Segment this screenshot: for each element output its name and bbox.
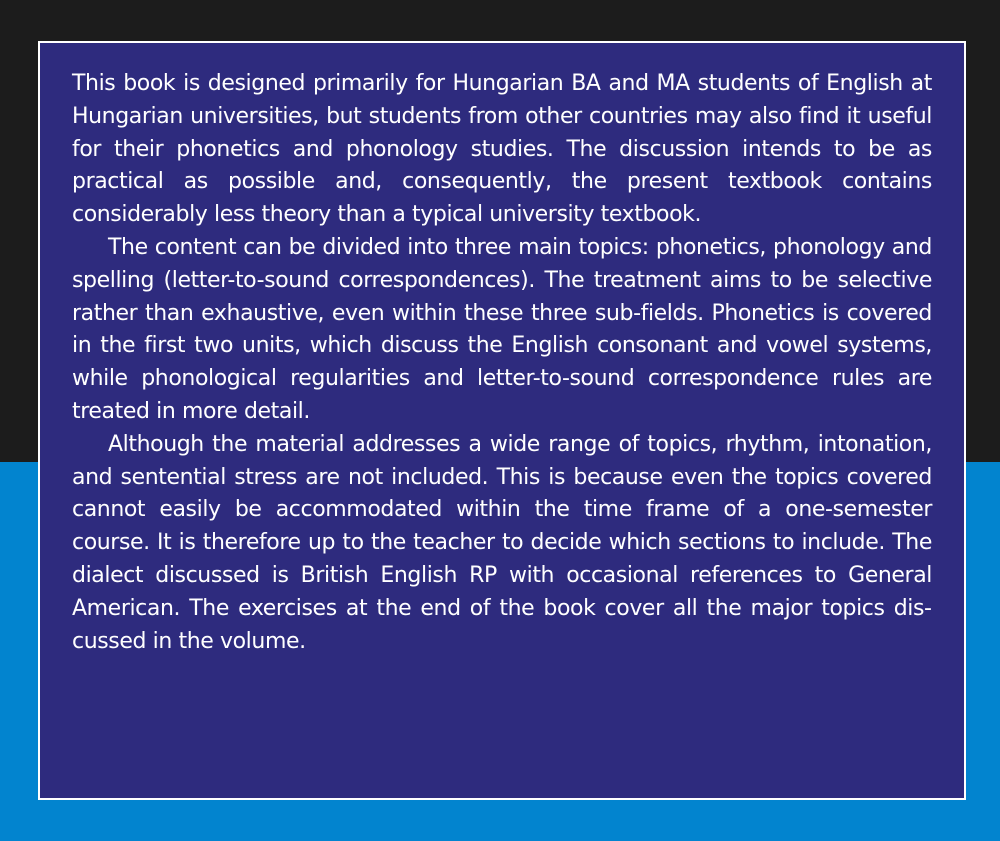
back-cover-blurb <box>72 68 932 658</box>
blurb-paragraph-2: The content can be divided into three main topics: phonetics, phonology and spelling (letter-to-sound correspondences). The treatment aims to be selective rather than exhaustive, even within these three sub-fields. Phonetics is covered in the first two units, which discuss the English consonant and vowel systems, while phonological regularities and letter-to-sound correspondence rules are treated in more detail. <box>72 234 932 424</box>
blurb-paragraph-1: This book is designed primarily for Hungarian BA and MA students of English at Hungarian universities, but students from other countries may also find it useful for their phonetics and phonology studies. The discussion intends to be as practical as possible and, consequently, the present textbook contains considerably less theory than a typical university textbook. <box>72 71 932 228</box>
blurb-paragraph-3: Although the material addresses a wide range of topics, rhythm, intonation, and sentential stress are not included. This is because even the topics covered cannot easily be accommodated within the time frame of a one-semester course. It is therefore up to the teacher to decide which sections to include. The dialect discussed is British English RP with occasional references to General American. The exercises at the end of the book cover all the major topics discussed in the volume. <box>72 431 932 654</box>
